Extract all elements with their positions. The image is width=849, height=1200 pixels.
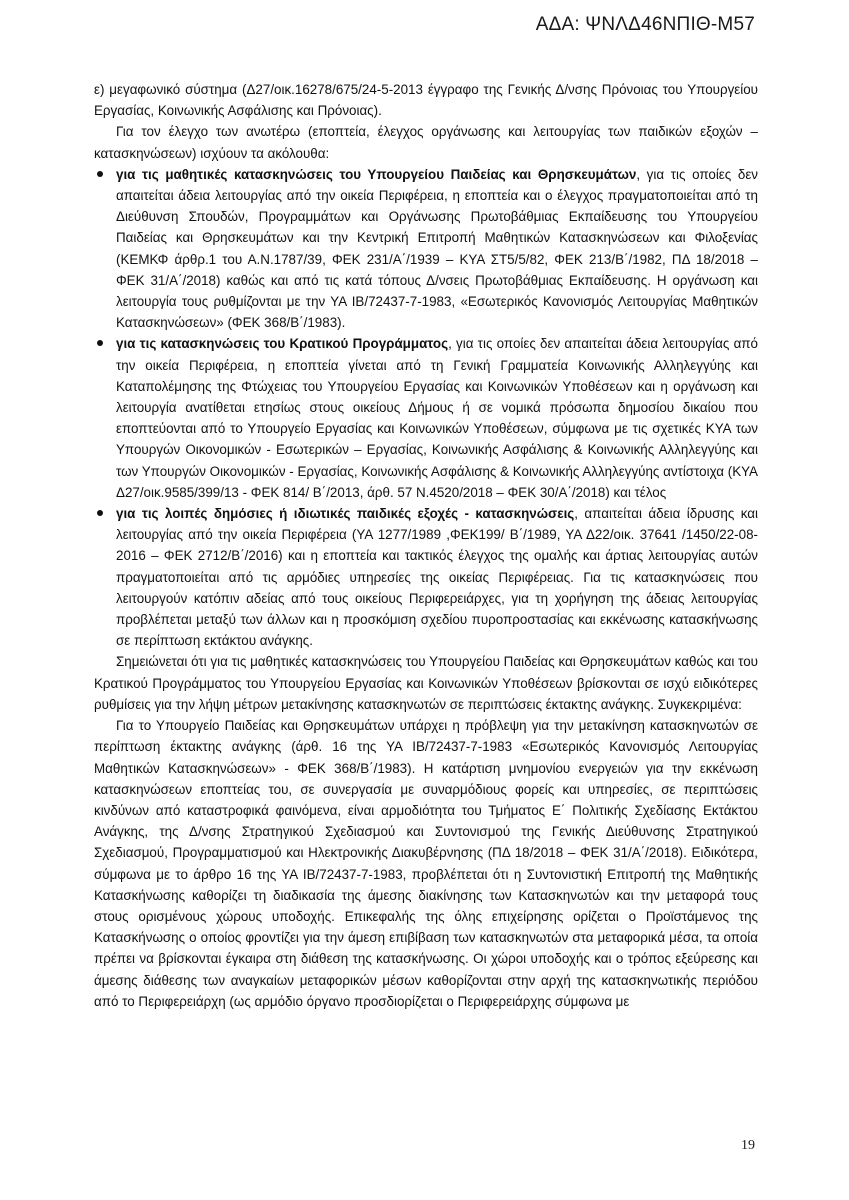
bullet-heading: για τις μαθητικές κατασκηνώσεις του Υπουργείου Παιδείας και Θρησκευμάτων xyxy=(116,166,637,182)
bullet-text: , για τις οποίες δεν απαιτείται άδεια λειτουργίας από την οικεία Περιφέρεια, η εποπτεία γίνεται από τη Γενική Γραμματεία Κοινωνικής Αλληλεγγύης και Καταπολέμησης της Φτώχειας του Υπουργείου Εργασίας και Κοινωνικών Υποθέσεων και η οργάνωση και λειτουργία ανατίθεται ετησίως στους οικείους Δήμους ή σε νομικά πρόσωπα δημοσίου δικαίου που εποπτεύονται από το Υπουργείο Εργασίας και Κοινωνικών Υποθέσεων, σύμφωνα με τις σχετικές ΚΥΑ των Υπουργών Οικονομικών - Εσωτερικών – Εργασίας, Κοινωνικής Ασφάλισης & Κοινωνικής Αλληλεγγύης και των Υπουργών Οικονομικών - Εργασίας, Κοινωνικής Ασφάλισης & Κοινωνικής Αλληλεγγύης αντίστοιχα (ΚΥΑ Δ27/οικ.9585/399/13 - ΦΕΚ 814/ Β΄/2013, άρθ. 57 Ν.4520/2018 – ΦΕΚ 30/Α΄/2018) και τέλος xyxy=(116,336,758,500)
paragraph-megafono: ε) μεγαφωνικό σύστημα (Δ27/οικ.16278/675/24-5-2013 έγγραφο της Γενικής Δ/νσης Πρόνοιας του Υπουργείου Εργασίας, Κοινωνικής Ασφάλισης και Πρόνοιας). xyxy=(94,82,758,119)
list-item xyxy=(94,333,758,503)
bullet-text: , για τις οποίες δεν απαιτείται άδεια λειτουργίας από την οικεία Περιφέρεια, η εποπτεία και ο έλεγχος πραγματοποιείται από τη Διεύθυνση Σπουδών, Προγραμμάτων και Οργάνωσης Πρωτοβάθμιας Εκπαίδευσης του Υπουργείου Παιδείας και Θρησκευμάτων και την Κεντρική Επιτροπή Μαθητικών Κατασκηνώσεων και Φιλοξενίας (ΚΕΜΚΦ άρθρ.1 του Α.Ν.1787/39, ΦΕΚ 231/Α΄/1939 – ΚΥΑ ΣΤ5/5/82, ΦΕΚ 213/Β΄/1982, ΠΔ 18/2018 – ΦΕΚ 31/Α΄/2018) καθώς και από τις κατά τόπους Δ/νσεις Πρωτοβάθμιας Εκπαίδευσης. Η οργάνωση και λειτουργία τους ρυθμίζονται με την ΥΑ ΙΒ/72437-7-1983, «Εσωτερικός Κανονισμός Λειτουργίας Μαθητικών Κατασκηνώσεων» (ΦΕΚ 368/Β΄/1983). xyxy=(116,166,758,331)
bullet-icon xyxy=(97,340,103,346)
bullet-list xyxy=(94,164,758,652)
paragraph-note: Σημειώνεται ότι για τις μαθητικές κατασκηνώσεις του Υπουργείου Παιδείας και Θρησκευμάτων καθώς και του Κρατικού Προγράμματος του Υπουργείου Εργασίας και Κοινωνικών Υποθέσεων βρίσκονται σε ισχύ ειδικότερες ρυθμίσεις για την λήψη μέτρων μετακίνησης κατασκηνωτών σε περιπτώσεις έκτακτης ανάγκης. Συγκεκριμένα: xyxy=(94,654,758,712)
list-item xyxy=(94,164,758,334)
paragraph-ministry-education: Για το Υπουργείο Παιδείας και Θρησκευμάτων υπάρχει η πρόβλεψη για την μετακίνηση κατασκηνωτών σε περίπτωση έκτακτης ανάγκης (άρθ. 16 της ΥΑ ΙΒ/72437-7-1983 «Εσωτερικός Κανονισμός Λειτουργίας Μαθητικών Κατασκηνώσεων» - ΦΕΚ 368/Β΄/1983). Η κατάρτιση μνημονίου ενεργειών για την εκκένωση κατασκηνώσεων εποπτείας του, σε συνεργασία με συναρμόδιους φορείς και υπηρεσίες, σε περιπτώσεις κινδύνων από καταστροφικά φαινόμενα, είναι αρμοδιότητα του Τμήματος Ε΄ Πολιτικής Σχεδίασης Εκτάκτου Ανάγκης, της Δ/νσης Στρατηγικού Σχεδιασμού και Συντονισμού της Γενικής Διεύθυνσης Στρατηγικού Σχεδιασμού, Προγραμματισμού και Ηλεκτρονικής Διακυβέρνησης (ΠΔ 18/2018 – ΦΕΚ 31/Α΄/2018). Ειδικότερα, σύμφωνα με το άρθρο 16 της ΥΑ ΙΒ/72437-7-1983, προβλέπεται ότι η Συντονιστική Επιτροπή της Μαθητικής Κατασκήνωσης καθορίζει τη διαδικασία της άμεσης διακίνησης των Κατασκηνωτών και την μεταφορά τους στους ορισμένους χώρους υποδοχής. Επικεφαλής της όλης επιχείρησης ορίζεται ο Προϊστάμενος της Κατασκήνωσης ο οποίος φροντίζει για την άμεση επιβίβαση των κατασκηνωτών στα μεταφορικά μέσα, τα οποία πρέπει να βρίσκονται έγκαιρα στη διάθεση της κατασκήνωσης. Οι χώροι υποδοχής και ο τρόπος εξεύρεσης και άμεσης διάθεσης των αναγκαίων μεταφορικών μέσων καθορίζονται στην αρχή της κατασκηνωτικής περιόδου από το Περιφερειάρχη (ως αρμόδιο όργανο προσδιορίζεται ο Περιφερειάρχης σύμφωνα με xyxy=(94,718,758,1009)
paragraph-intro: Για τον έλεγχο των ανωτέρω (εποπτεία, έλεγχος οργάνωσης και λειτουργίας των παιδικών εξοχών – κατασκηνώσεων) ισχύουν τα ακόλουθα: xyxy=(94,124,758,161)
bullet-icon xyxy=(97,171,103,177)
bullet-icon xyxy=(97,510,103,516)
bullet-heading: για τις κατασκηνώσεις του Κρατικού Προγράμματος xyxy=(116,336,449,352)
list-item xyxy=(94,503,758,651)
document-body xyxy=(94,79,758,1012)
page-number: 19 xyxy=(741,1138,755,1153)
bullet-heading: για τις λοιπές δημόσιες ή ιδιωτικές παιδικές εξοχές - κατασκηνώσεις xyxy=(116,506,575,522)
bullet-text: , απαιτείται άδεια ίδρυσης και λειτουργίας από την οικεία Περιφέρεια (ΥΑ 1277/1989 ,ΦΕΚ199/ Β΄/1989, ΥΑ Δ22/οικ. 37641 /1450/22-08-2016 – ΦΕΚ 2712/Β΄/2016) και η εποπτεία και τακτικός έλεγχος της ομαλής και άρτιας λειτουργίας αυτών πραγματοποιείται από τις αρμόδιες υπηρεσίες της οικείας Περιφέρειας. Για τις κατασκηνώσεις που λειτουργούν κατόπιν αδείας από τους οικείους Περιφερειάρχες, για τη χορήγηση της άδειας λειτουργίας προβλέπεται μεταξύ των άλλων και η προσκόμιση σχεδίου πυροπροστασίας και εκκένωσης κατασκήνωσης σε περίπτωση εκτάκτου ανάγκης. xyxy=(116,506,758,649)
ada-code: ΑΔΑ: ΨΝΛΔ46ΝΠΙΘ-Μ57 xyxy=(535,14,755,35)
